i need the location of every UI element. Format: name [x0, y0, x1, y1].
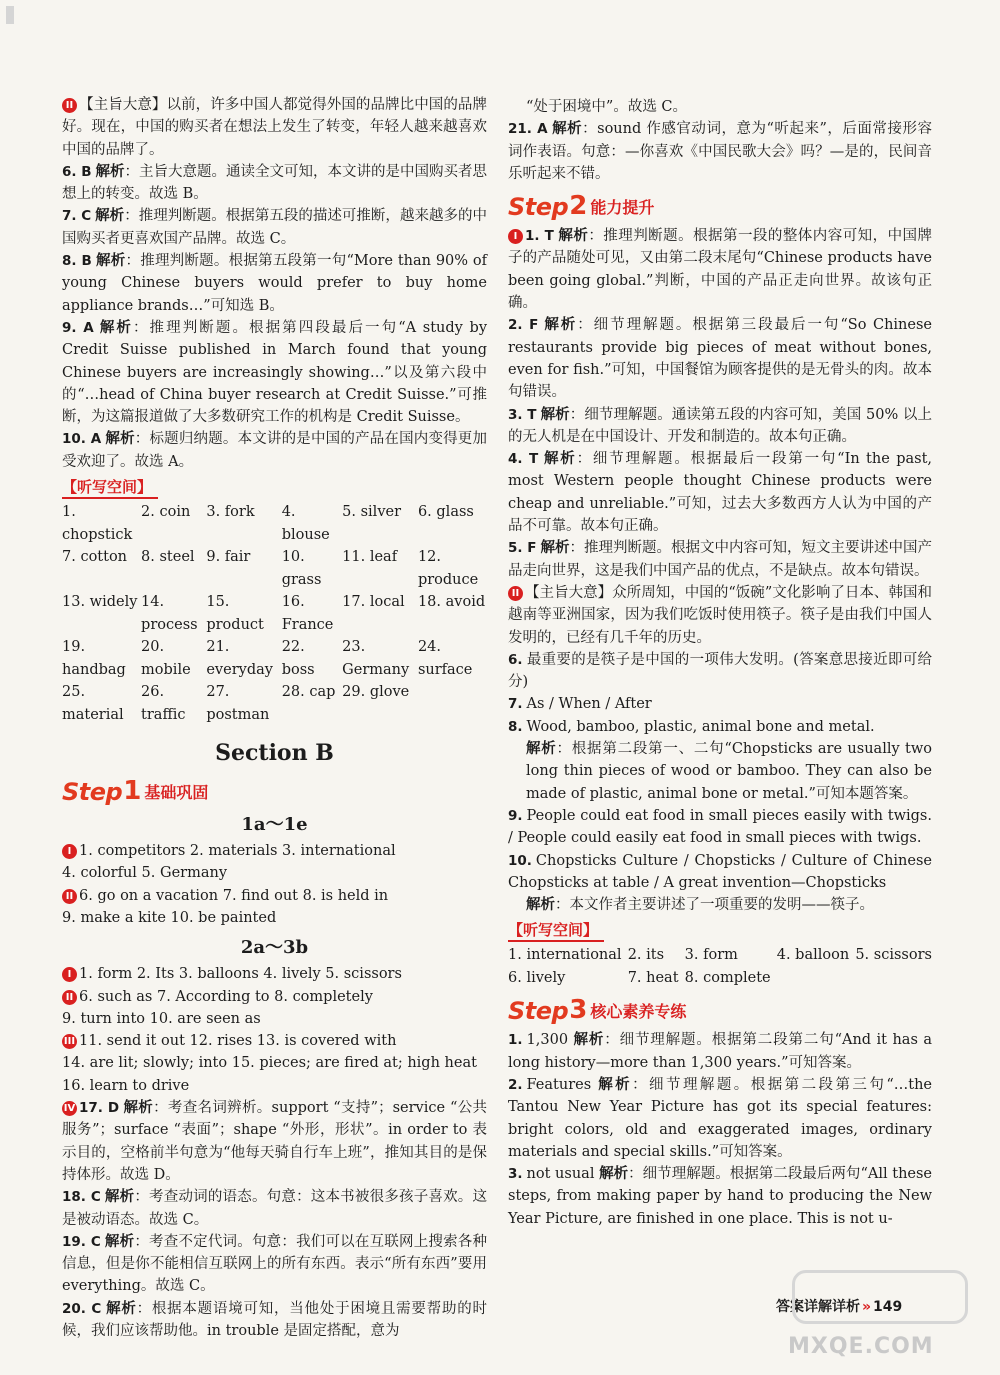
vocab-item: 6. lively — [508, 969, 566, 986]
analysis-label: 解析 — [542, 316, 578, 334]
item-text: 最重要的是筷子是中国的一项伟大发明。(答案意思接近即可给分) — [508, 651, 932, 691]
item-text: ：细节理解题。根据第二段第三句“…the Tantou New Year Picture has got its special features: bright colors, old and exaggerated images, ordinary materials and special skills.”可知答案。 — [508, 1076, 932, 1160]
vocab-item: 11. leaf — [342, 549, 398, 566]
analysis-label: 解析 — [599, 1165, 629, 1183]
item-text: ：根据本题语境可知，当他处于困境且需要帮助的时候，我们应该帮助他。in trouble 是固定搭配，意为 — [62, 1300, 488, 1339]
analysis-line — [508, 1029, 932, 1074]
analysis-line — [508, 225, 932, 314]
roman-numeral-badge: II — [62, 889, 77, 904]
vocab-item: 7. cotton — [62, 549, 128, 566]
answer-line — [508, 850, 932, 895]
item-text: ：标题归纳题。本文讲的是中国的产品在国内变得更加受欢迎了。故选 A。 — [62, 431, 487, 470]
vocab-list — [508, 944, 932, 989]
roman-numeral-badge: I — [62, 967, 77, 982]
item-text: ：细节理解题。根据最后一段第一句“In the past, most Western people thought Chinese products were cheap and unreliable.”可知，过去大多数西方人认为中国的产品不可靠。故本句正确。 — [508, 451, 933, 535]
vocab-item: 20. mobile — [141, 639, 191, 678]
vocab-item: 1. chopstick — [62, 504, 133, 543]
item-text: 【主旨大意】以前，许多中国人都觉得外国的品牌比中国的品牌好。现在，中国的购买者在想法上发生了转变，年轻人越来越喜欢中国的品牌了。 — [62, 97, 487, 158]
answer-line — [62, 1008, 487, 1030]
item-text: ：细节理解题。根据第二段最后两句“All these steps, from making paper by hand to producing the New Year Picture, are finished in one place. This is not u- — [508, 1166, 933, 1227]
item-text: 11. send it out 12. rises 13. is covered with — [79, 1033, 397, 1050]
step-word: Step — [62, 778, 123, 807]
answer-line — [62, 161, 487, 206]
vocab-item: 8. steel — [141, 549, 195, 566]
item-text: 1. form 2. Its 3. balloons 4. lively 5. scissors — [79, 966, 402, 983]
item-text: 9. make a kite 10. be painted — [62, 909, 277, 926]
answer-line — [508, 649, 932, 694]
vocab-item: 27. postman — [206, 684, 270, 723]
analysis-label: 解析 — [526, 740, 557, 758]
vocab-item: 6. glass — [417, 504, 474, 521]
item-number: 10. — [508, 852, 532, 869]
watermark-logo-icon — [792, 1270, 968, 1324]
item-number: 21. A — [508, 121, 548, 138]
analysis-label: 解析 — [540, 405, 570, 423]
vocab-item: 16. France — [281, 594, 334, 633]
item-text: As / When / After — [526, 696, 652, 713]
arrows-icon: » — [862, 1299, 872, 1315]
item-text: 1. competitors 2. materials 3. international — [79, 843, 396, 860]
question-21 — [508, 118, 932, 185]
step-number: 3 — [569, 995, 588, 1026]
analysis-line — [508, 1163, 932, 1230]
item-text: ：主旨大意题。通读全文可知，本文讲的是中国购买者思想上的转变。故选 B。 — [62, 163, 488, 203]
step-number: 1 — [123, 776, 142, 807]
item-number: 1. — [508, 1032, 523, 1049]
item-number: 2. — [508, 1076, 523, 1093]
item-text: 16. learn to drive — [62, 1077, 190, 1094]
analysis-label: 解析 — [598, 1075, 633, 1093]
item-text: ：推理判断题。根据第五段第一句“More than 90% of young Chinese buyers would prefer to buy home appliance brands…”可知选 B。 — [62, 253, 488, 314]
item-number: 9. — [508, 807, 523, 824]
item-text: ：sound 作感官动词，意为“听起来”，后面常接形容词作表语。句意：—你喜欢《中国民歌大会》吗？—是的，民间音乐听起来不错。 — [508, 121, 932, 182]
step2-heading — [508, 191, 932, 221]
grammar-analysis — [62, 1097, 487, 1342]
vocab-item: 26. traffic — [141, 684, 186, 723]
answer-line — [62, 963, 487, 985]
watermark — [772, 1270, 982, 1365]
page-number: 149 — [873, 1299, 903, 1315]
vocab-item: 3. form — [684, 947, 738, 964]
analysis-line — [62, 1097, 487, 1186]
answer-line — [62, 317, 487, 428]
answer-line — [62, 885, 487, 907]
vocab-item: 8. complete — [684, 969, 771, 986]
vocab-item: 21. everyday — [206, 639, 273, 678]
vocab-item: 17. local — [342, 594, 405, 611]
answer-line — [62, 840, 487, 862]
vocab-item: 23. Germany — [342, 639, 410, 678]
vocab-item: 3. fork — [206, 504, 255, 521]
left-column — [62, 94, 487, 1342]
answer-line — [62, 862, 487, 884]
vocab-item: 10. grass — [281, 549, 322, 588]
step2-answers — [508, 225, 932, 582]
item-text: ：推理判断题。根据第五段的描述可推断，越来越多的中国购买者更喜欢国产品牌。故选 C。 — [62, 208, 488, 247]
analysis-label: 解析 — [105, 430, 135, 448]
item-number: 19. C — [62, 1233, 101, 1250]
page-edge-mark — [6, 6, 14, 24]
footer-label: 答案详解详析 — [776, 1299, 860, 1315]
analysis-line — [508, 404, 932, 449]
item-text: ：考查动词的语态。句意：这本书被很多孩子喜欢。这是被动语态。故选 C。 — [62, 1189, 488, 1228]
roman-numeral-badge: I — [62, 844, 77, 859]
answer-line — [62, 205, 487, 250]
analysis-line — [62, 1231, 487, 1298]
vocab-item: 12. produce — [417, 549, 479, 588]
vocab-item: 4. balloon — [776, 947, 850, 964]
item-text: ：本文作者主要讲述了一项重要的发明——筷子。 — [555, 897, 874, 914]
continued-line: “处于困境中”。故选 C。 — [526, 99, 688, 115]
vocab-item: 5. silver — [342, 504, 402, 521]
item-text: ：细节理解题。根据第二段第二句“And it has a long history—more than 1,300 years.”可知答案。 — [508, 1032, 933, 1071]
analysis-line — [62, 1186, 487, 1231]
item-number: 3. T — [508, 406, 537, 423]
subsection-2a-3b-answers — [62, 963, 487, 1097]
analysis-line — [508, 1074, 932, 1163]
item-number: 8. B — [62, 253, 92, 270]
answer-line — [62, 1052, 487, 1074]
answer-line — [508, 894, 932, 916]
item-text: ：推理判断题。根据第四段最后一句“A study by Credit Suisse published in March found that young Chinese buyers are increasingly showing…”以及第六段中的“…head of China buyer research at Credit Suisse.”可推断，为这篇报道做了大多数研究工作的机构是 Credit Suisse。 — [62, 319, 488, 426]
item-text: 9. turn into 10. are seen as — [62, 1010, 261, 1027]
item-text: 6. go on a vacation 7. find out 8. is held in — [79, 887, 389, 904]
answer-line — [508, 716, 932, 738]
analysis-label: 解析 — [104, 1232, 135, 1250]
item-text: ：考查名词辨析。support “支持”；service “公共服务”；surface “表面”；shape “外形，形状”。in order to 表示目的，空格前半句意为“他每天骑自行车上班”，推知其目的是保持体形。故选 D。 — [62, 1100, 488, 1183]
item-text: ：推理判断题。根据第一段的整体内容可知，中国牌子的产品随处可见，又由第二段末尾句“Chinese products have been going global.”判断，中国的产品正走向世界。故该句正确。 — [508, 228, 933, 312]
answer-line — [62, 250, 487, 317]
item-answer: not usual — [526, 1166, 600, 1183]
roman-numeral-badge: IV — [63, 1103, 76, 1115]
roman-numeral-badge: III — [63, 1036, 76, 1048]
analysis-label: 解析 — [526, 896, 555, 914]
analysis-label: 解析 — [123, 1099, 154, 1117]
step-word: Step — [508, 193, 569, 222]
item-text: ：考查不定代词。句意：我们可以在互联网上搜索各种信息，但是你不能相信互联网上的所有东西。表示“所有东西”要用 everything。故选 C。 — [62, 1233, 488, 1295]
subsection-2a-3b: 2a～3b — [240, 937, 309, 959]
item-text: ：细节理解题。根据第三段最后一句“So Chinese restaurants provide big pieces of meat without bones, even for fish.”可知，中国餐馆为顾客提供的是无骨头的肉。故本句错误。 — [508, 317, 932, 401]
vocab-item: 18. avoid — [417, 594, 486, 611]
item-answer: Features — [526, 1076, 599, 1093]
section-title: Section B — [215, 740, 334, 767]
vocab-item: 19. handbag — [62, 639, 126, 678]
answer-line — [62, 94, 487, 161]
vocab-item: 2. coin — [141, 504, 191, 521]
roman-numeral-badge: II — [62, 990, 77, 1005]
item-number: 9. A — [62, 319, 94, 336]
right-column — [508, 96, 932, 1230]
answer-line — [62, 428, 487, 473]
item-number: 7. C — [62, 208, 92, 225]
vocab-item: 29. glove — [342, 684, 410, 701]
answer-line — [508, 693, 932, 715]
analysis-line — [62, 1298, 487, 1343]
item-number: 3. — [508, 1166, 523, 1183]
watermark-url: MXQE.COM — [788, 1334, 934, 1359]
vocab-item: 24. surface — [417, 639, 473, 678]
vocab-item: 4. blouse — [281, 504, 330, 543]
subsection-1a-1e: 1a～1e — [241, 814, 308, 836]
vocab-item: 7. heat — [627, 969, 679, 986]
item-number: 17. D — [79, 1100, 120, 1117]
item-text: 4. colorful 5. Germany — [62, 865, 228, 882]
analysis-label: 解析 — [104, 1188, 135, 1206]
item-number: 8. — [508, 718, 523, 735]
vocab-item: 1. international — [508, 947, 622, 964]
reading-answers-part2 — [62, 94, 487, 473]
analysis-label: 解析 — [573, 1031, 605, 1049]
step1-heading — [62, 776, 487, 806]
item-number: 4. T — [508, 451, 539, 468]
analysis-label: 解析 — [540, 539, 570, 557]
item-text: ：推理判断题。根据文中内容可知，短文主要讲述中国产品走向世界，这是我们中国产品的优点，不是缺点。故本句错误。 — [508, 540, 933, 579]
answer-line — [508, 738, 932, 805]
item-text: ：细节理解题。通读第五段的内容可知，美国 50% 以上的无人机是在中国设计、开发和制造的。故本句正确。 — [508, 406, 932, 445]
step-label: 能力提升 — [590, 198, 655, 218]
vocab-item: 13. widely — [62, 594, 138, 611]
analysis-line — [508, 118, 932, 185]
item-text: Wood, bamboo, plastic, animal bone and metal. — [526, 718, 875, 735]
item-number: 5. F — [508, 540, 537, 557]
part2-main-idea — [508, 582, 932, 649]
answer-line — [62, 907, 487, 929]
vocab-list — [62, 501, 487, 726]
vocab-item: 15. product — [206, 594, 264, 633]
roman-numeral-badge: II — [62, 98, 77, 113]
roman-numeral-badge: II — [508, 586, 523, 601]
step-word: Step — [508, 997, 569, 1026]
analysis-label: 解析 — [542, 450, 577, 468]
item-text: 14. are lit; slowly; into 15. pieces; are fired at; high heat — [62, 1055, 477, 1072]
step-label: 核心素养专练 — [590, 1002, 687, 1022]
step-number: 2 — [569, 191, 588, 222]
step3-heading — [508, 995, 932, 1025]
item-number: 20. C — [62, 1300, 102, 1317]
subsection-1a-1e-answers — [62, 840, 487, 929]
analysis-label: 解析 — [97, 318, 133, 336]
analysis-line — [508, 314, 932, 403]
step-label: 基础巩固 — [144, 783, 209, 803]
vocab-item: 2. its — [627, 947, 665, 964]
listen-space-tag: 【听写空间】 — [508, 919, 604, 942]
vocab-item: 5. scissors — [855, 947, 932, 964]
answer-line — [508, 805, 932, 850]
main-idea-line — [508, 582, 932, 649]
step3-answers — [508, 1029, 932, 1230]
item-answer: 1,300 — [526, 1032, 574, 1049]
analysis-label: 解析 — [551, 120, 583, 138]
item-text: 【主旨大意】众所周知，中国的“饭碗”文化影响了日本、韩国和越南等亚洲国家，因为我们吃饭时使用筷子。筷子是由我们中国人发明的，已经有几千年的历史。 — [508, 584, 932, 646]
vocab-item: 22. boss — [281, 639, 315, 678]
part2-answers — [508, 649, 932, 917]
vocab-item: 28. cap — [281, 684, 336, 701]
item-text: 6. such as 7. According to 8. completely — [79, 988, 373, 1005]
item-number: 6. — [508, 651, 523, 668]
analysis-label: 解析 — [95, 252, 126, 270]
vocab-item: 14. process — [141, 594, 198, 633]
item-number: 6. B — [62, 163, 92, 180]
answer-line — [62, 1030, 487, 1052]
analysis-line — [508, 448, 932, 537]
item-number: 18. C — [62, 1189, 101, 1206]
analysis-label: 解析 — [95, 207, 125, 225]
roman-numeral-badge: I — [508, 229, 523, 244]
item-number: 1. T — [525, 228, 554, 245]
item-number: 2. F — [508, 317, 539, 334]
answer-line — [62, 1075, 487, 1097]
analysis-label: 解析 — [557, 227, 589, 245]
item-text: ：根据第二段第一、二句“Chopsticks are usually two long thin pieces of wood or bamboo. They can also be made of plastic, animal bone or metal.”可知本题答案。 — [526, 741, 933, 802]
analysis-label: 解析 — [95, 162, 125, 180]
answer-line — [62, 986, 487, 1008]
listen-space-tag: 【听写空间】 — [62, 476, 158, 499]
vocab-item: 25. material — [62, 684, 124, 723]
vocab-item: 9. fair — [206, 549, 251, 566]
item-text: Chopsticks Culture / Chopsticks / Culture of Chinese Chopsticks at table / A great invention—Chopsticks — [508, 852, 932, 891]
item-text: People could eat food in small pieces easily with twigs. / People could easily eat food in small pieces with twigs. — [508, 807, 932, 847]
analysis-line — [508, 537, 932, 582]
item-number: 10. A — [62, 431, 102, 448]
analysis-label: 解析 — [105, 1299, 137, 1317]
item-number: 7. — [508, 696, 523, 713]
